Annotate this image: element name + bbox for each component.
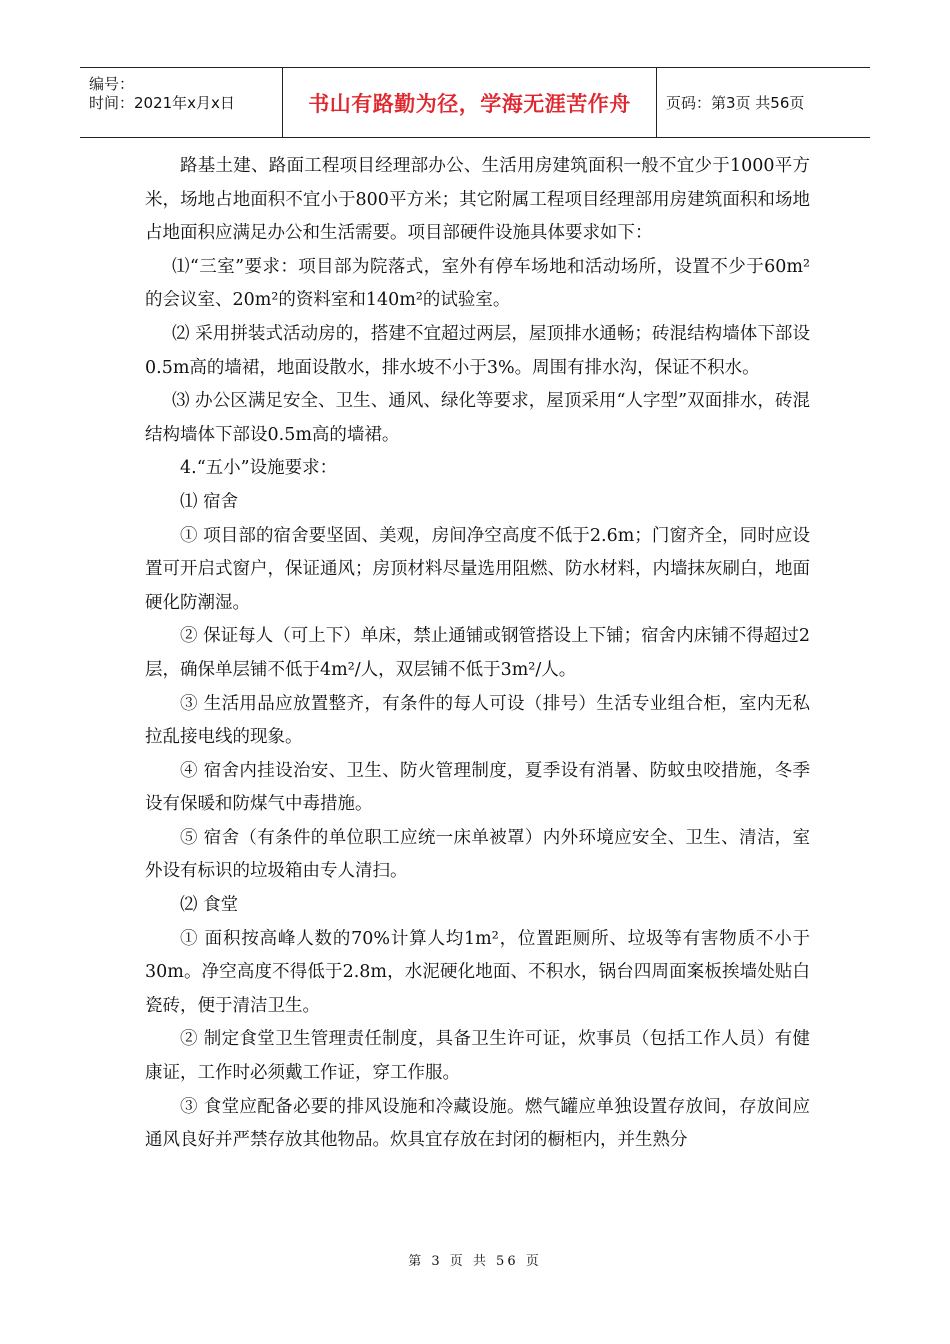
- number-label: 编号：: [89, 75, 135, 93]
- paragraph-canteen-3: ③ 食堂应配备必要的排风设施和冷藏设施。燃气罐应单独设置存放间，存放间应通风良好并严禁存放其他物品。炊具宜存放在封闭的橱柜内，并生熟分: [145, 1096, 810, 1151]
- header-motto: 书山有路勤为径，学海无涯苦作舟: [308, 91, 631, 116]
- page-info: 页码：第3页 共56页: [666, 94, 805, 112]
- paragraph-dorm-3: ③ 生活用品应放置整齐，有条件的每人可设（排号）生活专业组合柜，室内无私拉乱接电线的现象。: [145, 693, 810, 748]
- paragraph-three-rooms: ⑴“三室”要求：项目部为院落式，室外有停车场地和活动场所，设置不少于60m²的会议室、20m²的资料室和140m²的试验室。: [145, 256, 810, 311]
- page-header: [80, 67, 870, 138]
- paragraph-dorm-5: ⑤ 宿舍（有条件的单位职工应统一床单被罩）内外环境应安全、卫生、清洁，室外设有标识的垃圾箱由专人清扫。: [145, 827, 810, 882]
- header-left-cell: [80, 68, 283, 137]
- paragraph-canteen-2: ② 制定食堂卫生管理责任制度，具备卫生许可证，炊事员（包括工作人员）有健康证，工作时必须戴工作证，穿工作服。: [145, 1029, 810, 1084]
- paragraph-intro: 路基土建、路面工程项目经理部办公、生活用房建筑面积一般不宜少于1000平方米，场地占地面积不宜小于800平方米；其它附属工程项目经理部用房建筑面积和场地占地面积应满足办公和生活需要。项目部硬件设施具体要求如下：: [145, 156, 810, 244]
- heading-five-small-facilities: 4.“五小”设施要求：: [180, 458, 338, 479]
- paragraph-prefab-housing: ⑵ 采用拼装式活动房的，搭建不宜超过两层，屋顶排水通畅；砖混结构墙体下部设0.5m高的墙裙，地面设散水，排水坡不小于3%。周围有排水沟，保证不积水。: [145, 323, 810, 378]
- heading-dormitory: ⑴ 宿舍: [180, 491, 239, 512]
- paragraph-dorm-2: ② 保证每人（可上下）单床，禁止通铺或钢管搭设上下铺；宿舍内床铺不得超过2层，确保单层铺不低于4m²/人，双层铺不低于3m²/人。: [145, 626, 810, 680]
- document-body: [145, 150, 810, 1158]
- paragraph-canteen-1: ① 面积按高峰人数的70%计算人均1m²，位置距厕所、垃圾等有害物质不小于30m。净空高度不得低于2.8m，水泥硬化地面、不积水，锅台四周面案板挨墙处贴白瓷砖，便于清洁卫生。: [145, 928, 810, 1016]
- header-middle-cell: [283, 68, 657, 137]
- date-label: 时间：2021年x月x日: [89, 94, 235, 112]
- heading-canteen: ⑵ 食堂: [180, 895, 239, 916]
- paragraph-office-area: ⑶ 办公区满足安全、卫生、通风、绿化等要求，屋顶采用“人字型”双面排水，砖混结构墙体下部设0.5m高的墙裙。: [145, 391, 810, 445]
- paragraph-dorm-4: ④ 宿舍内挂设治安、卫生、防火管理制度，夏季设有消暑、防蚊虫咬措施，冬季设有保暖和防煤气中毒措施。: [145, 760, 810, 815]
- paragraph-dorm-1: ① 项目部的宿舍要坚固、美观，房间净空高度不低于2.6m；门窗齐全，同时应设置可开启式窗户，保证通风；房顶材料尽量选用阻燃、防水材料，内墙抹灰刷白，地面硬化防潮湿。: [145, 525, 810, 613]
- header-right-cell: [657, 68, 870, 137]
- page-footer: 第 3 页 共 56 页: [408, 1254, 542, 1269]
